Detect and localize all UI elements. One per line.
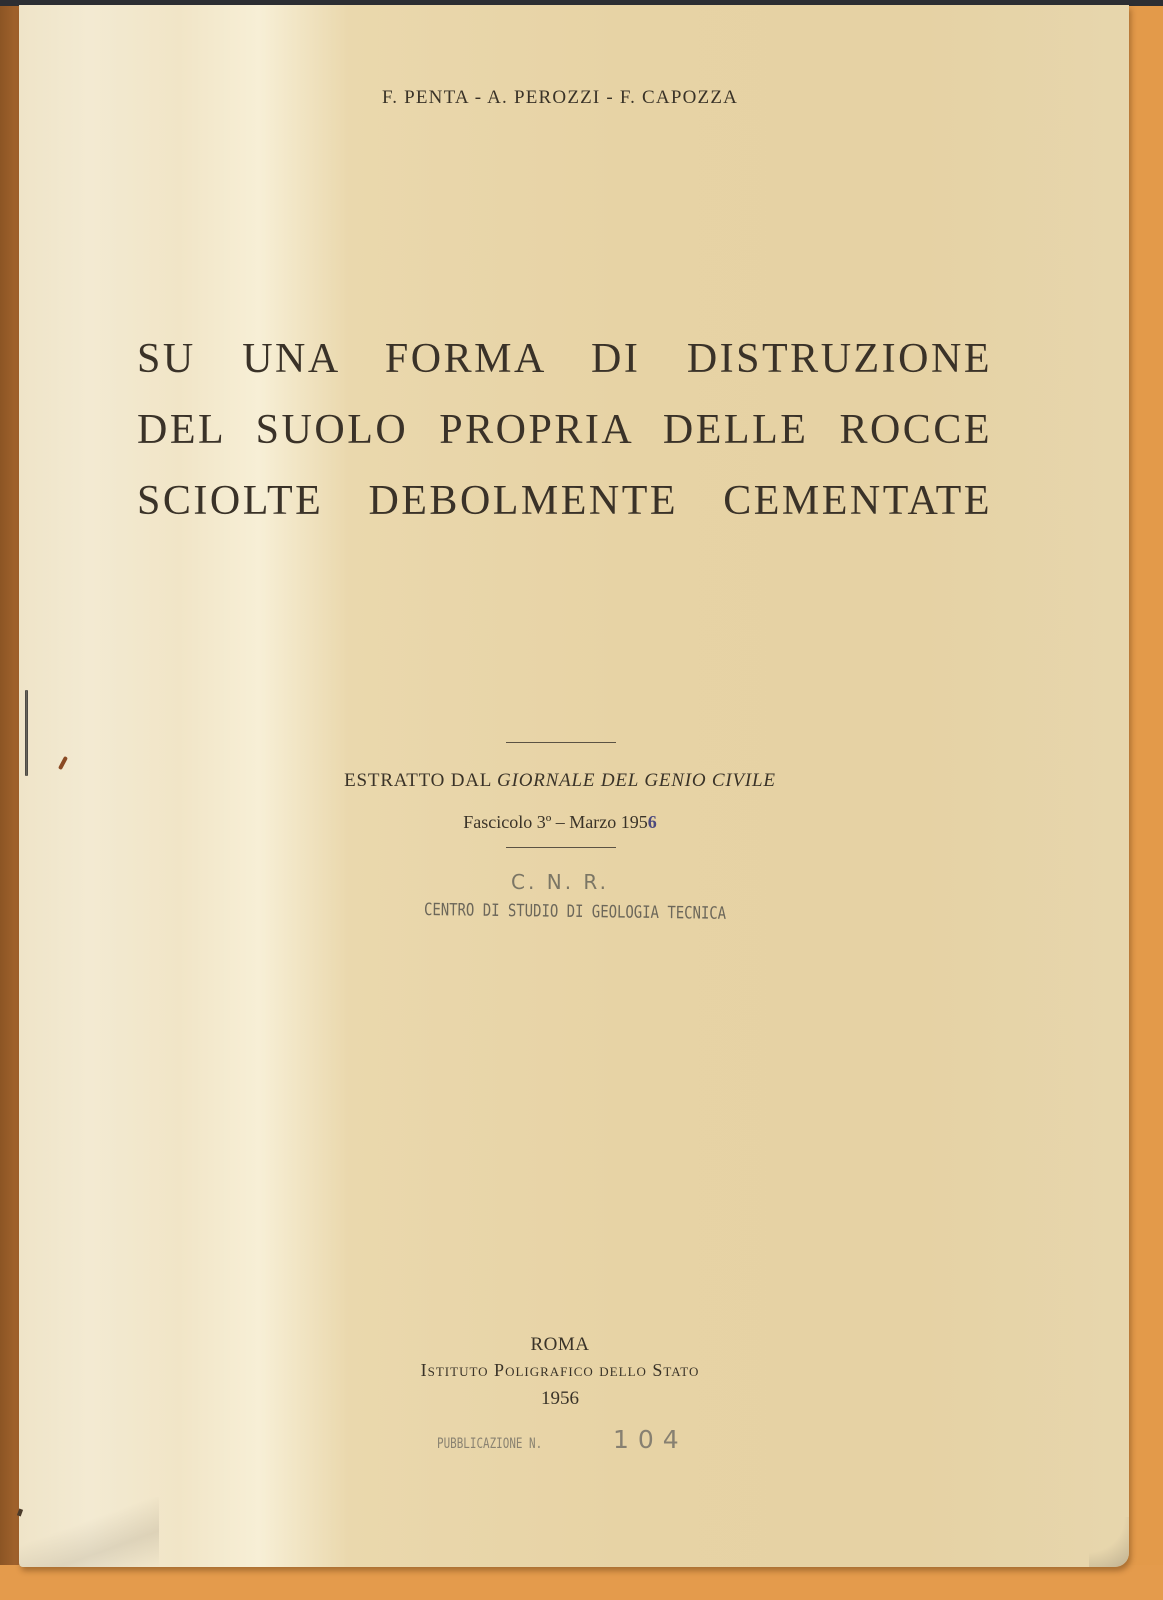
journal-name: GIORNALE DEL GENIO CIVILE xyxy=(497,770,776,791)
extract-line xyxy=(0,770,1120,792)
imprint-publisher: Istituto Poligrafico dello Stato xyxy=(420,1360,700,1380)
publication-stamp-label: PUBBLICAZIONE N. xyxy=(437,1436,543,1452)
title-line-3: SCIOLTE DEBOLMENTE CEMENTATE xyxy=(137,478,992,524)
extract-prefix: ESTRATTO DAL xyxy=(344,770,498,791)
imprint-city: ROMA xyxy=(530,1334,590,1355)
imprint-year: 1956 xyxy=(541,1388,579,1409)
title-line-1: SU UNA FORMA DI DISTRUZIONE xyxy=(137,336,992,382)
title-line-2: DEL SUOLO PROPRIA DELLE ROCCE xyxy=(137,407,992,453)
divider-bottom xyxy=(506,847,616,848)
stamped-correction-digit: 6 xyxy=(647,812,657,832)
stamp-centre-name: CENTRO DI STUDIO DI GEOLOGIA TECNICA xyxy=(423,900,727,924)
page-fold-shadow xyxy=(19,1497,159,1567)
background-bottom-edge xyxy=(0,1565,1163,1600)
document-title xyxy=(137,324,992,537)
divider-top xyxy=(506,742,616,743)
issue-text: Fascicolo 3º – Marzo 195 xyxy=(463,812,648,832)
page-curl-shadow xyxy=(1089,1517,1129,1567)
authors-line: F. PENTA - A. PEROZZI - F. CAPOZZA xyxy=(381,87,739,108)
stamp-cnr: C. N. R. xyxy=(511,870,609,894)
publication-stamp-number: 104 xyxy=(613,1425,688,1454)
staple-icon xyxy=(25,690,28,776)
issue-line xyxy=(0,812,1120,833)
